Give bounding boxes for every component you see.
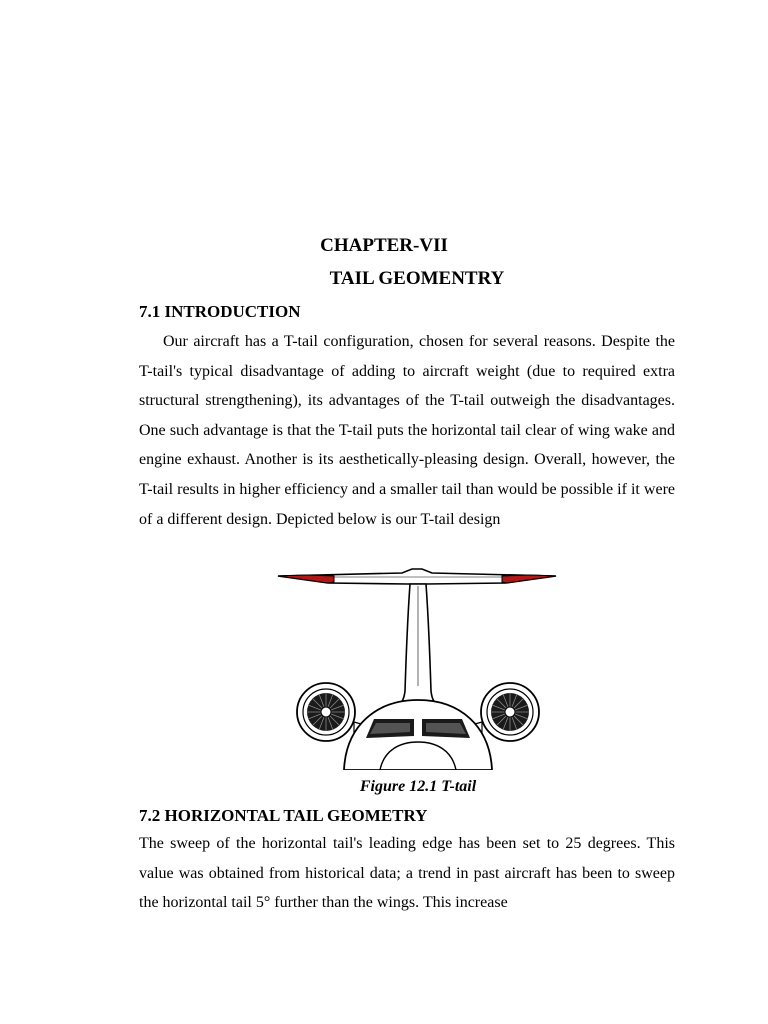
t-tail-figure	[276, 566, 560, 770]
section-heading-introduction: 7.1 INTRODUCTION	[139, 302, 301, 321]
introduction-paragraph: Our aircraft has a T-tail configuration, chosen for several reasons. Despite the T-tail's typical disadvantage of adding to aircraft weight (due to required extra structural strengthening), its advantages of the T-tail outweigh the disadvantages. One such advantage is that the T-tail puts the horizontal tail clear of wing wake and engine exhaust. Another is its aesthetically-pleasing design. Overall, however, the T-tail results in higher efficiency and a smaller tail than would be possible if it were of a different design. Depicted below is our T-tail design	[139, 333, 675, 528]
section-heading-horizontal-tail: 7.2 HORIZONTAL TAIL GEOMETRY	[139, 806, 428, 825]
chapter-title: TAIL GEOMENTRY	[329, 268, 505, 289]
t-tail-aircraft-illustration	[276, 566, 560, 770]
figure-caption: Figure 12.1 T-tail	[359, 778, 477, 795]
chapter-number: CHAPTER-VII	[320, 235, 448, 256]
horizontal-tail-paragraph: The sweep of the horizontal tail's leading edge has been set to 25 degrees. This value was obtained from historical data; a trend in past aircraft has been to sweep the horizontal tail 5° further than the wings. This increase	[139, 835, 675, 912]
right-engine-icon	[481, 683, 539, 741]
left-engine-icon	[297, 683, 355, 741]
